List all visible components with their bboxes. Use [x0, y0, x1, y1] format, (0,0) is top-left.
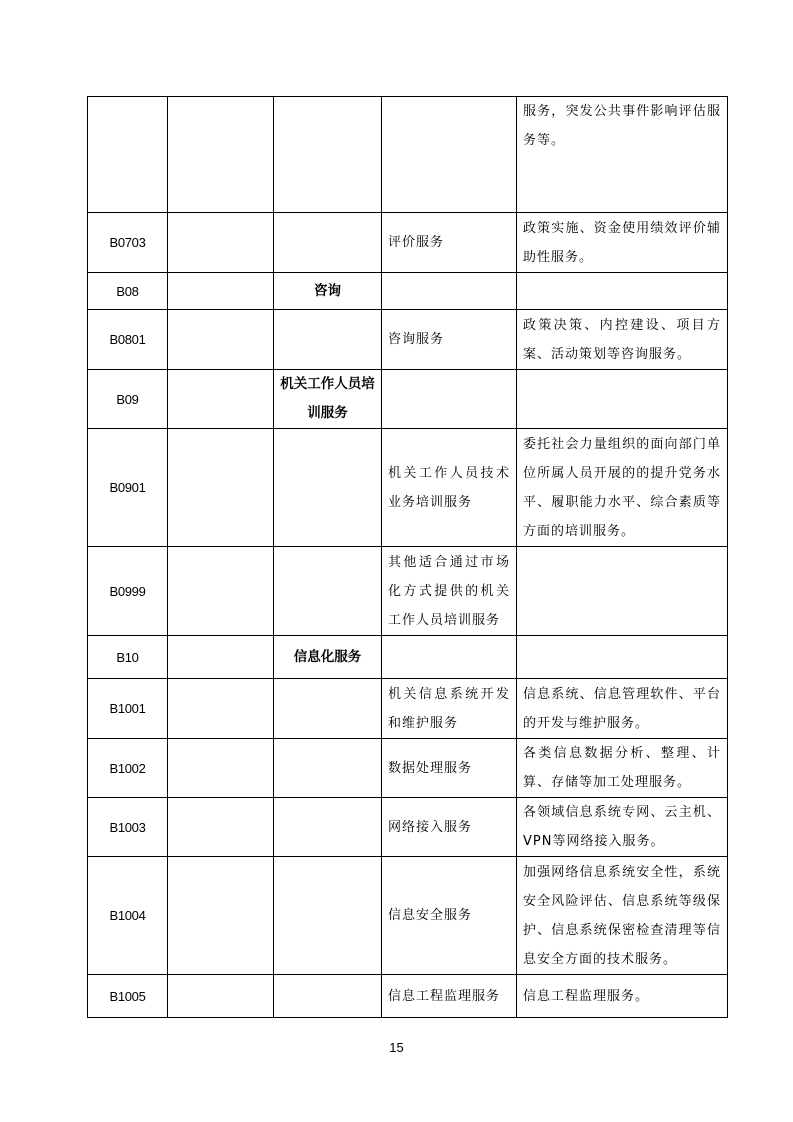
category-cell: 机关工作人员培训服务 — [274, 370, 382, 429]
table-row — [88, 636, 728, 679]
level1-cell — [168, 213, 274, 273]
description-cell: 信息系统、信息管理软件、平台的开发与维护服务。 — [517, 679, 728, 739]
category-cell — [274, 97, 382, 213]
service-name-cell — [382, 97, 517, 213]
code-cell: B0703 — [88, 213, 168, 273]
code-cell: B1002 — [88, 739, 168, 798]
description-cell: 服务，突发公共事件影响评估服务等。 — [517, 97, 728, 213]
code-cell: B1003 — [88, 798, 168, 857]
service-name-cell: 信息安全服务 — [382, 857, 517, 975]
category-cell: 信息化服务 — [274, 636, 382, 679]
table-row — [88, 547, 728, 636]
code-cell: B0999 — [88, 547, 168, 636]
code-cell: B10 — [88, 636, 168, 679]
category-cell — [274, 679, 382, 739]
level1-cell — [168, 370, 274, 429]
category-cell — [274, 547, 382, 636]
service-name-cell: 评价服务 — [382, 213, 517, 273]
level1-cell — [168, 679, 274, 739]
level1-cell — [168, 857, 274, 975]
service-name-cell: 机关工作人员技术业务培训服务 — [382, 429, 517, 547]
category-cell — [274, 429, 382, 547]
page-number: 15 — [389, 1040, 404, 1055]
service-catalog-table — [87, 96, 728, 1018]
category-cell — [274, 857, 382, 975]
service-name-cell: 咨询服务 — [382, 310, 517, 370]
level1-cell — [168, 636, 274, 679]
level1-cell — [168, 798, 274, 857]
description-cell: 各类信息数据分析、整理、计算、存储等加工处理服务。 — [517, 739, 728, 798]
level1-cell — [168, 97, 274, 213]
level1-cell — [168, 429, 274, 547]
code-cell: B0801 — [88, 310, 168, 370]
service-name-cell: 其他适合通过市场化方式提供的机关工作人员培训服务 — [382, 547, 517, 636]
service-name-cell: 数据处理服务 — [382, 739, 517, 798]
category-cell — [274, 213, 382, 273]
category-cell: 咨询 — [274, 273, 382, 310]
description-cell: 信息工程监理服务。 — [517, 975, 728, 1018]
code-cell: B09 — [88, 370, 168, 429]
description-cell: 政策实施、资金使用绩效评价辅助性服务。 — [517, 213, 728, 273]
table-row — [88, 273, 728, 310]
category-cell — [274, 739, 382, 798]
code-cell: B08 — [88, 273, 168, 310]
table-row — [88, 213, 728, 273]
table-row — [88, 310, 728, 370]
description-cell — [517, 547, 728, 636]
table-row — [88, 739, 728, 798]
table-row — [88, 679, 728, 739]
category-cell — [274, 310, 382, 370]
level1-cell — [168, 975, 274, 1018]
description-cell: 加强网络信息系统安全性，系统安全风险评估、信息系统等级保护、信息系统保密检查清理等信息安全方面的技术服务。 — [517, 857, 728, 975]
code-cell: B1004 — [88, 857, 168, 975]
description-cell: 委托社会力量组织的面向部门单位所属人员开展的的提升党务水平、履职能力水平、综合素质等方面的培训服务。 — [517, 429, 728, 547]
table-row — [88, 429, 728, 547]
level1-cell — [168, 310, 274, 370]
level1-cell — [168, 739, 274, 798]
description-cell — [517, 273, 728, 310]
code-cell — [88, 97, 168, 213]
service-name-cell: 机关信息系统开发和维护服务 — [382, 679, 517, 739]
table-row — [88, 975, 728, 1018]
description-cell — [517, 370, 728, 429]
category-cell — [274, 798, 382, 857]
category-cell — [274, 975, 382, 1018]
service-name-cell — [382, 636, 517, 679]
service-name-cell: 网络接入服务 — [382, 798, 517, 857]
code-cell: B0901 — [88, 429, 168, 547]
table-row — [88, 798, 728, 857]
code-cell: B1001 — [88, 679, 168, 739]
description-cell — [517, 636, 728, 679]
table-row — [88, 97, 728, 213]
level1-cell — [168, 547, 274, 636]
code-cell: B1005 — [88, 975, 168, 1018]
level1-cell — [168, 273, 274, 310]
service-name-cell — [382, 370, 517, 429]
table-row — [88, 857, 728, 975]
description-cell: 政策决策、内控建设、项目方案、活动策划等咨询服务。 — [517, 310, 728, 370]
table-row — [88, 370, 728, 429]
service-name-cell — [382, 273, 517, 310]
service-name-cell: 信息工程监理服务 — [382, 975, 517, 1018]
description-cell: 各领域信息系统专网、云主机、VPN等网络接入服务。 — [517, 798, 728, 857]
